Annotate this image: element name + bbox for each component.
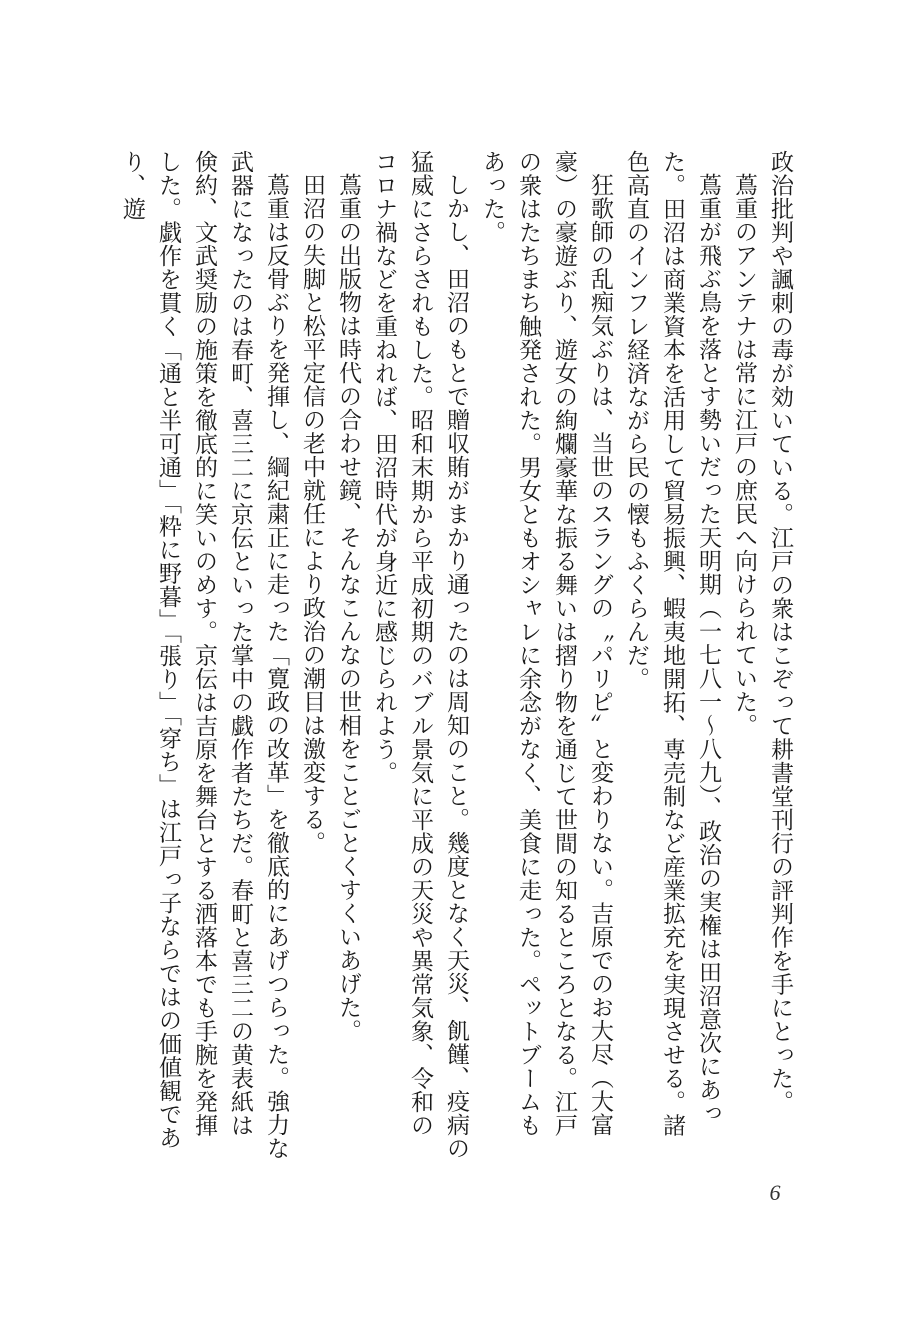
paragraph-2: 蔦重のアンテナは常に江戸の庶民へ向けられていた。 [731,173,757,737]
body-text [98,150,798,1160]
page-number: 6 [769,1180,781,1205]
paragraph-8: 蔦重は反骨ぶりを発揮し、綱紀粛正に走った「寛政の改革」を徹底的にあげつらった。強力な武器になったのは春町、喜三二に京伝といった掌中の戯作者たちだ。春町と喜三二の黄表紙は倹約、文武奨励の施策を徹底的に笑いのめす。京伝は吉原を舞台とする洒落本でも手腕を発揮した。戯作を貫く「通と半可通」「粋に野暮」「張り」「穿ち」は江戸っ子ならではの価値観であり、遊 [119,150,289,1160]
paragraph-1: 政治批判や諷刺の毒が効いている。江戸の衆はこぞって耕書堂刊行の評判作を手にとった。 [767,150,793,1114]
paragraph-6: 蔦重の出版物は時代の合わせ鏡、そんなこんなの世相をことごとくすくいあげた。 [335,173,361,1043]
paragraph-4: 狂歌師の乱痴気ぶりは、当世のスラングの〝パリピ〟と変わりない。吉原でのお大尽（大富豪）の豪遊ぶり、遊女の絢爛豪華な振る舞いは摺り物を通じて世間の知るところとなる。江戸の衆はたちまち触発された。男女ともオシャレに余念がなく、美食に走った。ペットブームもあった。 [479,150,613,1137]
paragraph-5: しかし、田沼のもとで贈収賄がまかり通ったのは周知のこと。幾度となく天災、飢饉、疫病の猛威にさらされもした。昭和末期から平成初期のバブル景気に平成の天災や異常気象、令和のコロナ禍などを重ねれば、田沼時代が身近に感じられよう。 [371,150,469,1160]
paragraph-7: 田沼の失脚と松平定信の老中就任により政治の潮目は激変する。 [299,173,325,855]
paragraph-3: 蔦重が飛ぶ鳥を落とす勢いだった天明期（一七八一～八九）、政治の実権は田沼意次にあった。田沼は商業資本を活用して貿易振興、蝦夷地開拓、専売制など産業拡充を実現させる。諸色高直のインフレ経済ながら民の懐もふくらんだ。 [623,150,721,1137]
